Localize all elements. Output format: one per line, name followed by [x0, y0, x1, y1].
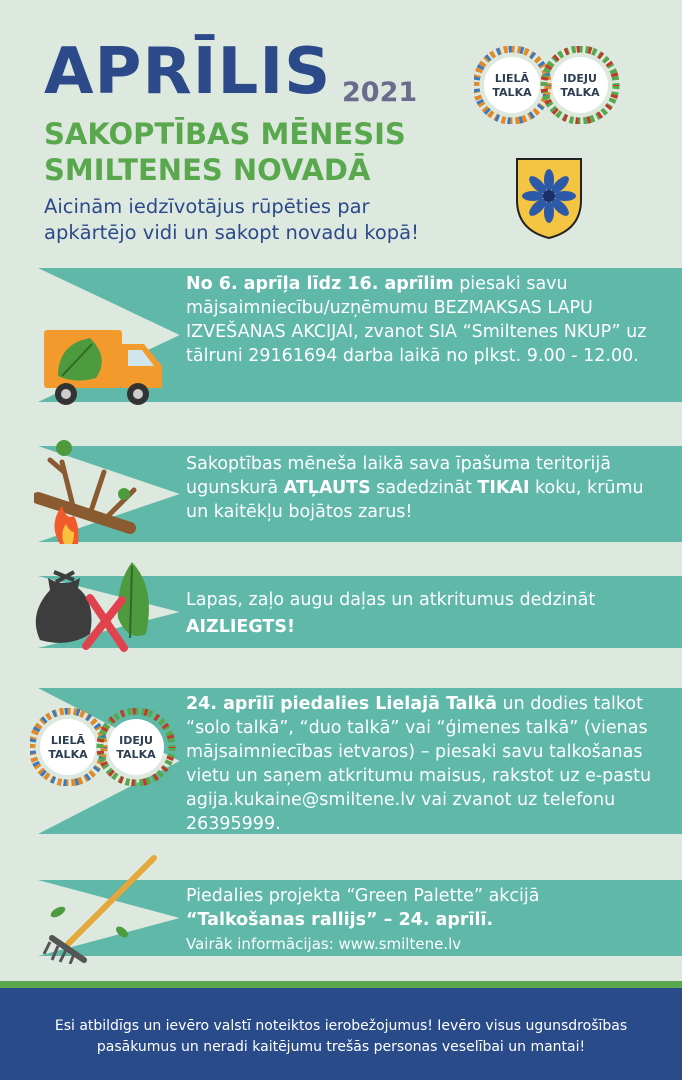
burning-branches-icon — [34, 432, 164, 552]
section-5-bold: “Talkošanas rallijs” – 24. aprīlī. — [186, 910, 494, 930]
section-5-text — [186, 884, 666, 956]
rake-icon — [34, 852, 160, 964]
section-5-line-1: Piedalies projekta “Green Palette” akcijā — [186, 886, 540, 906]
logo-small-right-word-1: IDEJU — [119, 734, 153, 747]
logo-small-left-word-1: LIELĀ — [50, 734, 86, 747]
section-4-bold: 24. aprīlī piedalies Lielajā Talkā — [186, 694, 497, 714]
subtitle-line-2: SMILTENES NOVADĀ — [44, 153, 371, 187]
section-2-text-2: sadedzināt — [370, 478, 478, 498]
logo-small-left-word-2: TALKA — [48, 748, 88, 761]
intro-line-2: apkārtējo vidi un sakopt novadu kopā! — [44, 221, 419, 244]
section-3-text — [186, 588, 666, 640]
logo-small-right-word-2: TALKA — [116, 748, 156, 761]
section-3-body: Lapas, zaļo augu daļas un atkritumus dedzināt — [186, 590, 596, 610]
page-title: APRĪLIS — [44, 35, 332, 109]
footer-line-2: pasākumus un neradi kaitējumu trešās personas veselībai un mantai! — [96, 1039, 586, 1055]
section-4-text — [186, 692, 666, 836]
truck-icon — [40, 318, 164, 412]
liela-talka-logo-small — [30, 708, 180, 786]
section-3-bold: AIZLIEGTS! — [186, 617, 295, 637]
page-year: 2021 — [342, 77, 418, 108]
footer-divider — [0, 981, 682, 988]
section-4-body: un dodies talkot “solo talkā”, “duo talkā” vai “ģimenes talkā” (vienas mājsaimniecības ietvaros) – piesaki savu talkošanas vietu un saņem atkritumu maisus, rakstot uz e-pastu agija.kukaine@smiltene.lv vai zvanot uz telefonu 26395999. — [186, 694, 652, 834]
footer-line-1: Esi atbildīgs un ievēro valstī noteiktos ierobežojumus! Ievēro visus ugunsdrošības — [54, 1018, 628, 1034]
logo-right-word-1: IDEJU — [563, 72, 597, 85]
intro-text — [44, 194, 464, 246]
section-2-text-3: koku, krūmu un kaitēkļu bojātos zarus! — [186, 478, 644, 522]
logo-left-word-2: TALKA — [492, 86, 532, 99]
section-5-more-info: Vairāk informācijas: www.smiltene.lv — [186, 935, 462, 953]
intro-line-1: Aicinām iedzīvotājus rūpēties par — [44, 195, 370, 218]
coat-of-arms-icon — [514, 156, 584, 240]
garbage-bag-cross-icon — [28, 558, 158, 654]
section-1-text — [186, 272, 666, 368]
section-2-text — [186, 452, 666, 524]
section-2-bold-2: TIKAI — [477, 478, 530, 498]
footer-text — [14, 1016, 668, 1058]
section-2-bold-1: ATĻAUTS — [283, 478, 371, 498]
liela-talka-logo — [474, 46, 624, 124]
section-2-text-1: Sakoptības mēneša laikā sava īpašuma teritorijā ugunskurā — [186, 454, 611, 498]
section-1-body: piesaki savu mājsaimniecību/uzņēmumu BEZMAKSAS LAPU IZVEŠANAS AKCIJAI, zvanot SIA “Smiltenes NKUP” uz tālruni 29161694 darba laikā no plkst. 9.00 - 12.00. — [186, 274, 647, 366]
logo-left-word-1: LIELĀ — [494, 72, 530, 85]
subtitle-line-1: SAKOPTĪBAS MĒNESIS — [44, 117, 406, 151]
section-1-bold: No 6. aprīļa līdz 16. aprīlim — [186, 274, 454, 294]
logo-right-word-2: TALKA — [560, 86, 600, 99]
